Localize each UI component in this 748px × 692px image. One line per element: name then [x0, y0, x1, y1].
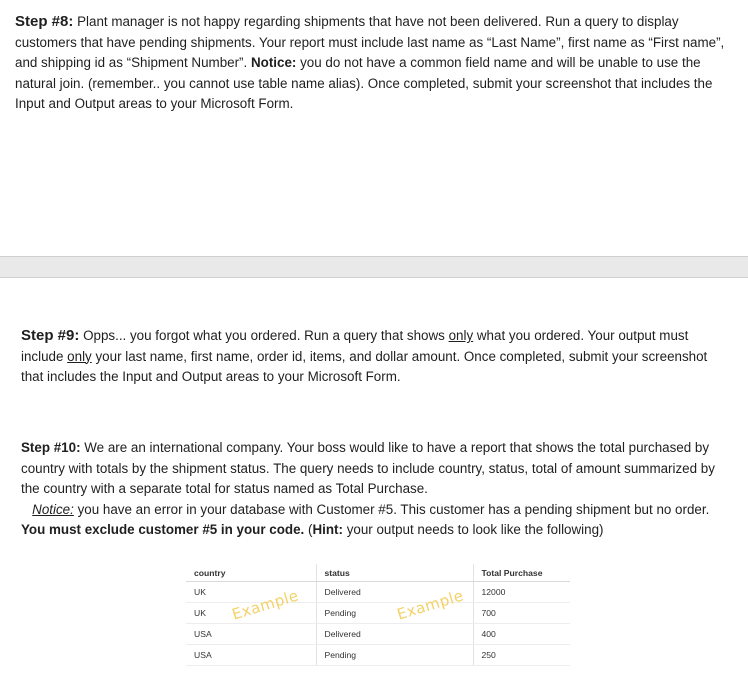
step-10-notice-label: Notice: — [32, 501, 74, 517]
step-8-text: Plant manager is not happy regarding shipments that have not been delivered. Run a query to display customers that have pending shipments. Your report must include last name as “Last Name”, first name as “First name”, and shipping id as “Shipment Number”. — [15, 14, 725, 70]
step-9-paragraph — [21, 326, 731, 388]
header-status: status — [316, 564, 473, 582]
document-page-2 — [0, 278, 748, 692]
example-watermark: Example — [229, 586, 301, 624]
step-10-label: Step #10: — [21, 440, 81, 455]
cell-country: USA — [186, 624, 316, 645]
step-9-text-1: Opps... you forgot what you ordered. Run a query that shows — [83, 328, 445, 343]
step-10-hint-label: Hint: — [312, 522, 343, 537]
step-8-paragraph — [15, 12, 735, 115]
step-10-bold-text: You must exclude customer #5 in your code. — [21, 522, 305, 537]
table-row — [186, 645, 570, 666]
example-watermark: Example — [394, 586, 466, 624]
step-9-text-2: what you ordered. Your output must include — [21, 328, 689, 364]
cell-country: UK — [186, 603, 316, 624]
header-country: country — [186, 564, 316, 582]
cell-status: Delivered — [316, 624, 473, 645]
step-8-notice-text: you do not have a common field name and will be unable to use the natural join. (remember.. you cannot use table name alias). Once completed, submit your screenshot that includes the Input and Output areas to your Microsoft Form. — [15, 55, 713, 111]
step-9-text-3: your last name, first name, order id, items, and dollar amount. Once completed, submit your screenshot that includes the Input and Output areas to your Microsoft Form. — [21, 348, 708, 384]
cell-status: Pending — [316, 603, 473, 624]
step-9-label: Step #9: — [21, 327, 80, 344]
step-9-only-2: only — [67, 348, 92, 364]
step-9-only-1: only — [448, 328, 474, 343]
cell-total: 700 — [473, 603, 570, 624]
table-header-row — [186, 564, 570, 582]
cell-total: 12000 — [473, 582, 570, 603]
step-8-notice-label: Notice: — [250, 55, 297, 70]
cell-total: 400 — [473, 624, 570, 645]
step-10-hint-text: your output needs to look like the following) — [346, 522, 604, 537]
table-row — [186, 624, 570, 645]
step-10-text: We are an international company. Your boss would like to have a report that shows the total purchased by country with totals by the shipment status. The query needs to include country, status, total of amount summarized by the country with a separate total for status named as Total Purchase. — [21, 440, 715, 496]
cell-total: 250 — [473, 645, 570, 666]
cell-country: USA — [186, 645, 316, 666]
cell-status: Delivered — [316, 582, 473, 603]
step-10-notice-text: you have an error in your database with Customer #5. This customer has a pending shipment but no order. — [77, 501, 710, 517]
header-total-purchase: Total Purchase — [473, 564, 570, 582]
step-10-paragraph: Step #10: We are an international company. Your boss would like to have a report that shows the total purchased by country with totals by the shipment status. The query needs to include country, status, total of amount summarized by the country with a separate total for status named as Total Purchase. Notice: you have an error in your database with Customer #5. This customer has a pending shipment but no order. You must exclude customer #5 in your code. (Hint: your output needs to look like the following) — [21, 440, 715, 537]
page-break — [0, 256, 748, 278]
step-8-label: Step #8: — [15, 13, 74, 30]
cell-status: Pending — [316, 645, 473, 666]
document-page-1 — [0, 0, 748, 256]
cell-country: UK — [186, 582, 316, 603]
table-row — [186, 582, 570, 603]
